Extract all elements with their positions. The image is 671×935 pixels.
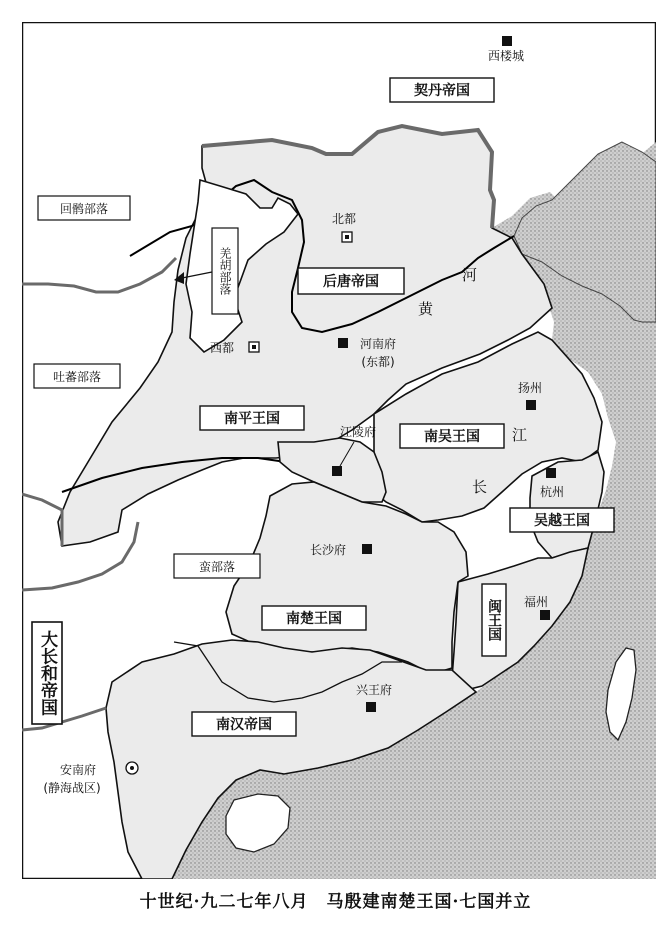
southern-chu-label: 南楚王国: [286, 611, 342, 627]
annanfu-note: (静海战区): [43, 781, 101, 795]
map-caption: 十世纪·九二七年八月 马殷建南楚王国·七国并立: [139, 892, 532, 912]
xidu-marker-core: [252, 345, 256, 349]
xidu-label: 西都: [209, 341, 235, 355]
changshafu-marker: [362, 544, 372, 554]
henanfu-label: 河南府: [359, 337, 397, 351]
khitan-label: 契丹帝国: [414, 83, 470, 99]
changshafu-label: 长沙府: [309, 543, 347, 557]
hangzhou-label: 杭州: [539, 485, 565, 499]
henanfu-marker: [338, 338, 348, 348]
man-label: 蛮部落: [198, 560, 236, 574]
xiloucheng-marker: [502, 36, 512, 46]
xiloucheng-label: 西楼城: [487, 49, 525, 63]
southern-wu-label: 南吴王国: [424, 429, 480, 445]
henanfu-note: (东都): [361, 355, 395, 369]
jianglingfu-marker: [332, 466, 342, 476]
yangzhou-label: 扬州: [517, 381, 543, 395]
hangzhou-marker: [546, 468, 556, 478]
fuzhou-marker: [540, 610, 550, 620]
later-tang-label: 后唐帝国: [323, 274, 379, 290]
river-label-huang: 黄: [418, 300, 434, 318]
river-label-chang: 长: [472, 478, 488, 496]
beidu-marker-core: [345, 235, 349, 239]
southern-han-label: 南汉帝国: [216, 717, 272, 733]
jianglingfu-label: 江陵府: [339, 425, 377, 439]
annanfu-marker-core: [130, 766, 134, 770]
map-frame: [22, 22, 656, 879]
yangzhou-marker: [526, 400, 536, 410]
wuyue-label: 吴越王国: [534, 513, 590, 529]
dachanghe-label: 大长和帝国: [37, 630, 57, 716]
annanfu-label: 安南府: [59, 763, 97, 777]
qianghu-label: 羌胡部落: [218, 247, 232, 295]
huihu-label: 回鹘部落: [59, 202, 109, 216]
fuzhou-label: 福州: [523, 595, 549, 609]
river-label-he: 河: [462, 266, 478, 284]
river-label-jiang: 江: [512, 426, 528, 444]
historical-map: [22, 22, 656, 879]
min-label: 闽王国: [486, 599, 502, 641]
xingwangfu-marker: [366, 702, 376, 712]
tubo-label: 吐蕃部落: [52, 370, 102, 384]
nanping-label: 南平王国: [224, 411, 280, 427]
xingwangfu-label: 兴王府: [355, 683, 393, 697]
beidu-label: 北都: [331, 212, 357, 226]
